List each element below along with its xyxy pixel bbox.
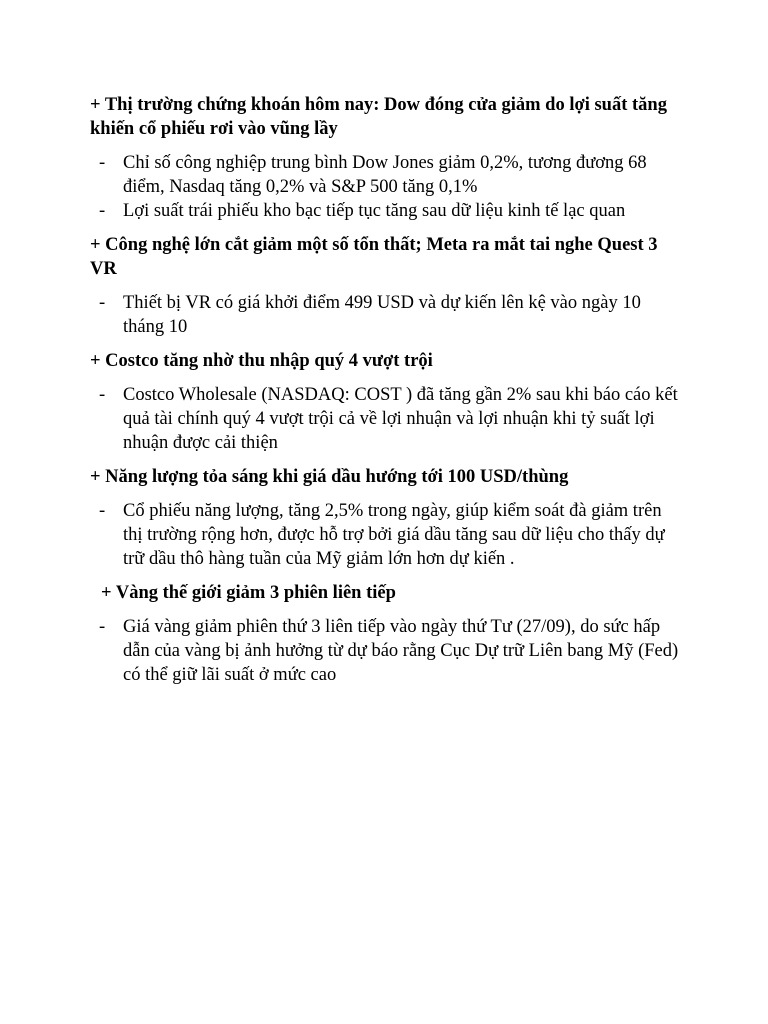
section-heading: + Năng lượng tỏa sáng khi giá dầu hướng tới 100 USD/thùng <box>90 467 569 487</box>
news-section-stock-market <box>90 93 680 223</box>
bullet-list <box>90 383 680 455</box>
section-heading: + Vàng thế giới giảm 3 phiên liên tiếp <box>101 583 396 603</box>
bullet-text: Costco Wholesale (NASDAQ: COST ) đã tăng gần 2% sau khi báo cáo kết quả tài chính quý 4 vượt trội cả về lợi nhuận và lợi nhuận khi tỷ suất lợi nhuận được cải thiện <box>123 385 678 453</box>
bullet-text: Thiết bị VR có giá khởi điểm 499 USD và dự kiến lên kệ vào ngày 10 tháng 10 <box>123 293 641 337</box>
news-section-big-tech <box>90 233 680 339</box>
bullet-text: Chỉ số công nghiệp trung bình Dow Jones giảm 0,2%, tương đương 68 điểm, Nasdaq tăng 0,2% và S&P 500 tăng 0,1% <box>123 153 647 197</box>
bullet-dash: - <box>99 293 106 313</box>
section-heading: + Thị trường chứng khoán hôm nay: Dow đóng cửa giảm do lợi suất tăng khiến cổ phiếu rơi vào vũng lầy <box>90 95 667 139</box>
bullet-item <box>90 151 680 199</box>
bullet-item <box>90 615 680 687</box>
news-section-energy <box>90 465 680 571</box>
bullet-list <box>90 291 680 339</box>
section-heading: + Công nghệ lớn cắt giảm một số tổn thất; Meta ra mắt tai nghe Quest 3 VR <box>90 235 658 279</box>
bullet-text: Cổ phiếu năng lượng, tăng 2,5% trong ngày, giúp kiểm soát đà giảm trên thị trường rộng hơn, được hỗ trợ bởi giá dầu tăng sau dữ liệu cho thấy dự trữ dầu thô hàng tuần của Mỹ giảm lớn hơn dự kiến . <box>123 501 665 569</box>
bullet-list <box>90 499 680 571</box>
bullet-text: Lợi suất trái phiếu kho bạc tiếp tục tăng sau dữ liệu kinh tế lạc quan <box>123 201 626 221</box>
bullet-dash: - <box>99 385 106 405</box>
bullet-dash: - <box>99 201 106 221</box>
bullet-item <box>90 199 680 223</box>
document-content <box>90 93 680 697</box>
bullet-dash: - <box>99 153 106 173</box>
bullet-dash: - <box>99 617 106 637</box>
bullet-text: Giá vàng giảm phiên thứ 3 liên tiếp vào ngày thứ Tư (27/09), do sức hấp dẫn của vàng bị ảnh hưởng từ dự báo rằng Cục Dự trữ Liên bang Mỹ (Fed) có thể giữ lãi suất ở mức cao <box>123 617 679 685</box>
bullet-dash: - <box>99 501 106 521</box>
bullet-list <box>90 615 680 687</box>
section-heading: + Costco tăng nhờ thu nhập quý 4 vượt trội <box>90 351 433 371</box>
bullet-item <box>90 291 680 339</box>
news-section-costco <box>90 349 680 455</box>
bullet-list <box>90 151 680 223</box>
bullet-item <box>90 499 680 571</box>
news-section-gold <box>90 581 680 687</box>
bullet-item <box>90 383 680 455</box>
